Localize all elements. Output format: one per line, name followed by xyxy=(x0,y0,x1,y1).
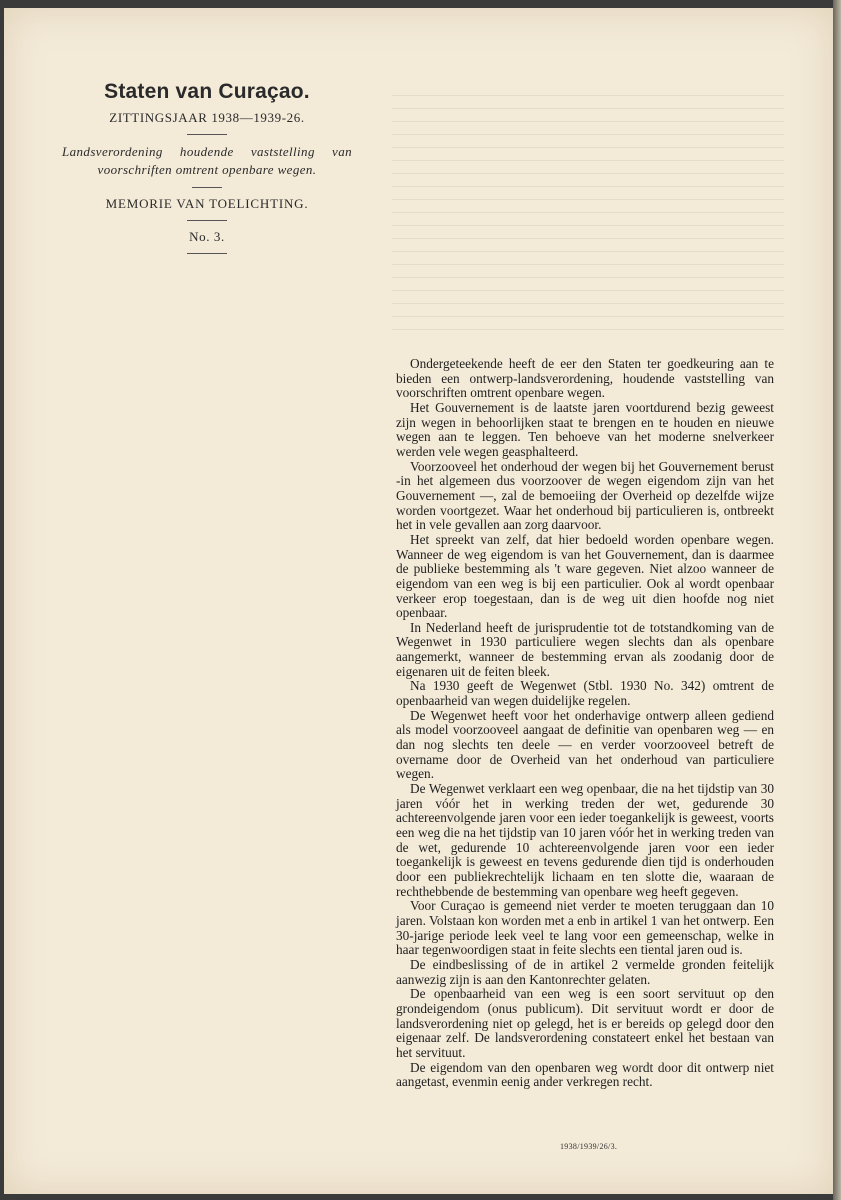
document-title: Staten van Curaçao. xyxy=(104,80,310,103)
page-edge xyxy=(833,0,841,1200)
paragraph: De Wegenwet heeft voor het onderhavige ontwerp alleen gediend als model voorzooveel aangaat de definitie van openbaren weg — en dan nog slechts ten deele — en verder voorzooveel betreft de overname door de Overheid van het onderhoud van particuliere wegen. xyxy=(396,707,774,782)
divider xyxy=(187,253,227,254)
paragraph: De openbaarheid van een weg is een soort servituut op den grondeigendom (onus publicum). Dit servituut wordt er door de landsverordening niet op gelegd, het is er bereids op gelegd door den eigenaar zelf. De landsverordening constateert enkel het bestaan van het servituut. xyxy=(396,986,774,1060)
document-header xyxy=(62,80,352,262)
paragraph: De Wegenwet verklaart een weg openbaar, die na het tijdstip van 30 jaren vóór het in werking treden der wet, gedurende 30 achtereenvolgende jaren voor een ieder toegankelijk is geweest, voorts een weg die na het tijdstip van 10 jaren vóór het in werking treden van de wet, gedurende 10 achtereenvolgende jaren voor een ieder toegankelijk is geweest en tevens gedurende dien tijd is onderhouden door een publiekrechtelijk lichaam en ten slotte die, waaraan de rechthebbende de bestemming van openbare weg heeft gegeven. xyxy=(396,781,774,899)
divider xyxy=(192,187,222,188)
divider xyxy=(187,220,227,221)
footer-code: 1938/1939/26/3. xyxy=(560,1142,618,1151)
paragraph: Ondergeteekende heeft de eer den Staten ter goedkeuring aan te bieden een ontwerp-landsverordening, houdende vaststelling van voorschriften omtrent openbare wegen. xyxy=(396,356,774,401)
document-type: MEMORIE VAN TOELICHTING. xyxy=(105,196,309,211)
divider xyxy=(187,134,227,135)
paragraph: De eigendom van den openbaren weg wordt door dit ontwerp niet aangetast, evenmin eenig ander verkregen recht. xyxy=(396,1059,774,1090)
paragraph: Het spreekt van zelf, dat hier bedoeld worden openbare wegen. Wanneer de weg eigendom is van het Gouvernement, dan is daarmee de publieke bestemming als 't ware gegeven. Niet alzoo wanneer de eigendom van een weg is bij een particulier. Ook al wordt openbaar verkeer erop toegestaan, dan is de weg uit dien hoofde nog niet openbaar. xyxy=(396,531,774,621)
show-through-text xyxy=(392,95,784,335)
document-number: No. 3. xyxy=(189,229,225,244)
document-subject: Landsverordening houdende vaststelling van voorschriften omtrent openbare wegen. xyxy=(62,144,352,177)
paragraph: Het Gouvernement is de laatste jaren voortdurend bezig geweest zijn wegen in behoorlijken staat te brengen en te houden en nieuwe wegen aan te leggen. Ten behoeve van het moderne snelverkeer werden vele wegen geasphalteerd. xyxy=(396,399,774,459)
paragraph: In Nederland heeft de jurisprudentie tot de totstandkoming van de Wegenwet in 1930 particuliere wegen slechts dan als openbare aangemerkt, wanneer de bestemming ervan als zoodanig door de eigenaren uit de feiten bleek. xyxy=(396,619,774,679)
body-text xyxy=(396,357,774,1090)
paragraph: De eindbeslissing of de in artikel 2 vermelde gronden feitelijk aanwezig zijn is aan den Kantonrechter gelaten. xyxy=(396,956,774,987)
session-year: ZITTINGSJAAR 1938—1939-26. xyxy=(109,110,305,125)
paragraph: Voorzooveel het onderhoud der wegen bij het Gouvernement berust -in het algemeen dus voorzoover de wegen eigendom zijn van het Gouvernement —, zal de bemoeiing der Overheid op dezelfde wijze worden voortgezet. Waar het onderhoud bij particulieren is, ontbreekt het in vele gevallen aan zorg daarvoor. xyxy=(396,458,774,533)
paragraph: Voor Curaçao is gemeend niet verder te moeten teruggaan dan 10 jaren. Volstaan kon worden met a enb in artikel 1 van het ontwerp. Een 30-jarige periode leek veel te lang voor een gemeenschap, welke in haar tegenwoordigen staat in feite slechts een tiental jaren oud is. xyxy=(396,898,774,958)
paragraph: Na 1930 geeft de Wegenwet (Stbl. 1930 No. 342) omtrent de openbaarheid van wegen duidelijke regelen. xyxy=(396,678,774,709)
